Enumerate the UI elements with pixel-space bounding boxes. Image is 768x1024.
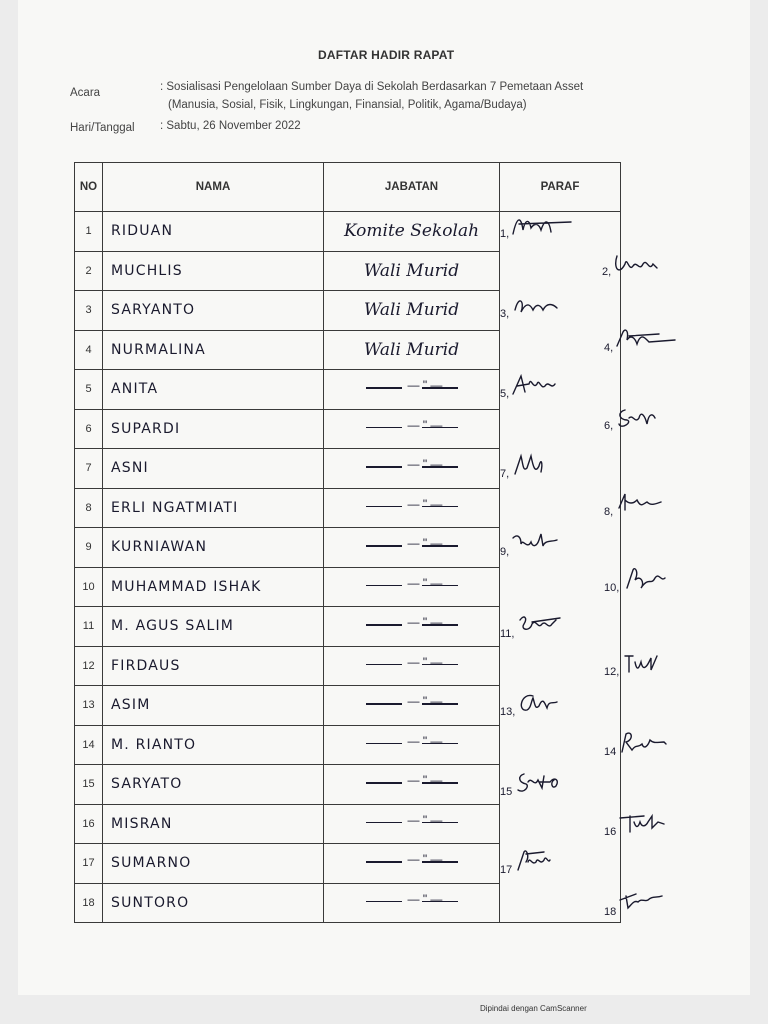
row-nama: M. AGUS SALIM (111, 618, 235, 635)
row-paraf-cell (500, 725, 621, 765)
signature (604, 404, 677, 432)
row-nama-cell (103, 804, 324, 844)
row-number: 9 (75, 528, 103, 568)
signature (604, 650, 683, 678)
signature-number: 11, (500, 628, 515, 640)
row-number: 18 (75, 883, 103, 923)
signature (604, 326, 677, 354)
row-nama: ASIM (111, 697, 151, 714)
header-jabatan: JABATAN (324, 163, 500, 212)
signature-number: 6, (604, 420, 614, 432)
row-jabatan-cell (324, 330, 500, 370)
hari-label: Hari/Tanggal (70, 122, 135, 134)
row-jabatan: — " — (407, 615, 443, 630)
hari-value: : Sabtu, 26 November 2022 (160, 120, 301, 132)
row-jabatan-cell (324, 370, 500, 410)
row-jabatan-ditto (362, 496, 462, 512)
row-jabatan: — " — (407, 457, 443, 472)
row-jabatan: Wali Murid (363, 260, 460, 281)
row-paraf-cell (500, 409, 621, 449)
row-nama-cell (103, 607, 324, 647)
signature-scribble (511, 292, 573, 320)
row-jabatan-cell (324, 765, 500, 805)
signature (500, 212, 573, 240)
signature-number: 4, (604, 342, 614, 354)
row-jabatan: Komite Sekolah (343, 221, 480, 242)
row-number: 14 (75, 725, 103, 765)
row-jabatan-ditto (362, 654, 462, 670)
row-nama-cell (103, 765, 324, 805)
table-row (75, 488, 621, 528)
row-jabatan-ditto (362, 694, 462, 709)
row-number: 5 (75, 370, 103, 410)
row-jabatan-cell (324, 646, 500, 686)
row-number: 2 (75, 251, 103, 291)
row-nama: ANITA (111, 381, 159, 398)
row-jabatan-cell (324, 883, 500, 923)
table-header-row (75, 163, 621, 212)
row-jabatan: — " — (407, 378, 443, 393)
row-jabatan-ditto (362, 378, 462, 393)
row-nama: SUPARDI (111, 420, 181, 437)
row-nama-cell (103, 251, 324, 291)
row-nama: MUHAMMAD ISHAK (111, 578, 262, 595)
row-paraf-cell (500, 567, 621, 607)
row-jabatan-ditto (362, 852, 462, 867)
table-row (75, 725, 621, 765)
signature-scribble (621, 650, 683, 678)
row-paraf-cell (500, 488, 621, 528)
signature-scribble (618, 730, 680, 758)
row-jabatan-cell (324, 449, 500, 489)
signature-scribble (511, 530, 573, 558)
row-jabatan-ditto (362, 812, 462, 828)
row-nama-cell (103, 567, 324, 607)
row-number: 13 (75, 686, 103, 726)
row-nama: M. RIANTO (111, 736, 197, 753)
signature-scribble (615, 326, 677, 354)
signature (604, 810, 680, 838)
row-nama-cell (103, 212, 324, 252)
signature-number: 10, (604, 582, 620, 594)
row-number: 17 (75, 844, 103, 884)
row-nama: ASNI (111, 460, 149, 477)
signature (500, 372, 573, 400)
signature-scribble (511, 372, 573, 400)
table-row (75, 409, 621, 449)
row-nama-cell (103, 291, 324, 331)
signature-scribble (621, 566, 683, 594)
row-jabatan: — " — (407, 773, 443, 788)
signature-number: 12, (604, 666, 620, 678)
signature (500, 292, 573, 320)
row-nama: ERLI NGATMIATI (111, 499, 239, 516)
signature-number: 16 (604, 826, 617, 838)
signature-number: 17 (500, 864, 513, 876)
table-row (75, 883, 621, 923)
row-nama-cell (103, 883, 324, 923)
row-jabatan: Wali Murid (363, 300, 460, 321)
signature-scribble (511, 452, 573, 480)
row-jabatan-ditto (362, 891, 462, 907)
row-jabatan-ditto (362, 457, 462, 472)
row-jabatan: — " — (407, 812, 443, 827)
row-jabatan-cell (324, 212, 500, 252)
row-number: 10 (75, 567, 103, 607)
signature-number: 8, (604, 506, 614, 518)
row-jabatan: — " — (407, 733, 443, 748)
row-nama: KURNIAWAN (111, 539, 208, 556)
signature-number: 15 (500, 786, 513, 798)
row-nama-cell (103, 528, 324, 568)
signature-number: 5, (500, 388, 510, 400)
signature-scribble (514, 848, 576, 876)
row-nama-cell (103, 646, 324, 686)
row-jabatan: — " — (407, 536, 443, 551)
row-jabatan: Wali Murid (363, 339, 460, 360)
table-row (75, 251, 621, 291)
signature (500, 530, 573, 558)
row-nama: MISRAN (111, 815, 173, 832)
row-paraf-cell (500, 883, 621, 923)
signature (604, 890, 680, 918)
row-jabatan: — " — (407, 417, 443, 432)
row-number: 4 (75, 330, 103, 370)
signature-number: 14 (604, 746, 617, 758)
acara-value-line-2: (Manusia, Sosial, Fisik, Lingkungan, Finansial, Politik, Agama/Budaya) (168, 99, 527, 111)
row-nama-cell (103, 844, 324, 884)
signature (500, 452, 573, 480)
scanner-footer: Dipindai dengan CamScanner (480, 1004, 587, 1013)
row-paraf-cell (500, 646, 621, 686)
signature-number: 2, (602, 266, 612, 278)
row-nama: SUNTORO (111, 894, 190, 911)
signature (500, 848, 576, 876)
row-number: 1 (75, 212, 103, 252)
row-nama: SARYATO (111, 776, 183, 793)
row-jabatan-ditto (362, 417, 462, 433)
acara-label: Acara (70, 87, 101, 99)
signature-number: 9, (500, 546, 510, 558)
row-paraf-cell (500, 330, 621, 370)
signature (604, 490, 677, 518)
row-jabatan-ditto (362, 536, 462, 551)
signature-number: 13, (500, 706, 516, 718)
acara-value-line-1: : Sosialisasi Pengelolaan Sumber Daya di Sekolah Berdasarkan 7 Pemetaan Asset (160, 81, 584, 93)
row-nama: NURMALINA (111, 341, 206, 358)
row-number: 6 (75, 409, 103, 449)
row-number: 16 (75, 804, 103, 844)
signature-number: 3, (500, 308, 510, 320)
row-jabatan: — " — (407, 496, 443, 511)
signature-scribble (514, 770, 576, 798)
row-jabatan: — " — (407, 852, 443, 867)
row-nama-cell (103, 449, 324, 489)
row-jabatan-cell (324, 844, 500, 884)
row-jabatan-cell (324, 567, 500, 607)
row-nama-cell (103, 330, 324, 370)
signature-number: 18 (604, 906, 617, 918)
row-nama: RIDUAN (111, 223, 174, 240)
header-nama: NAMA (103, 163, 324, 212)
header-paraf: PARAF (500, 163, 621, 212)
row-jabatan-ditto (362, 615, 462, 630)
row-jabatan-cell (324, 251, 500, 291)
row-nama: FIRDAUS (111, 657, 181, 674)
header-no: NO (75, 163, 103, 212)
table-row (75, 646, 621, 686)
signature-number: 7, (500, 468, 510, 480)
row-number: 15 (75, 765, 103, 805)
row-number: 3 (75, 291, 103, 331)
row-nama-cell (103, 409, 324, 449)
signature-scribble (511, 212, 573, 240)
signature-scribble (618, 890, 680, 918)
row-number: 8 (75, 488, 103, 528)
signature (604, 730, 680, 758)
signature-scribble (516, 612, 578, 640)
row-jabatan-cell (324, 409, 500, 449)
signature-scribble (615, 490, 677, 518)
row-nama: SUMARNO (111, 855, 192, 872)
row-number: 7 (75, 449, 103, 489)
signature-number: 1, (500, 228, 510, 240)
table-row (75, 567, 621, 607)
row-number: 11 (75, 607, 103, 647)
row-jabatan-ditto (362, 575, 462, 591)
row-jabatan-cell (324, 488, 500, 528)
signature (500, 770, 576, 798)
row-jabatan: — " — (407, 694, 443, 709)
row-nama-cell (103, 488, 324, 528)
signature-scribble (615, 404, 677, 432)
row-jabatan-cell (324, 725, 500, 765)
signature-scribble (618, 810, 680, 838)
row-paraf-cell (500, 804, 621, 844)
row-nama-cell (103, 725, 324, 765)
row-jabatan: — " — (407, 891, 443, 906)
row-nama: SARYANTO (111, 302, 196, 319)
row-jabatan-ditto (362, 733, 462, 749)
signature-scribble (613, 250, 675, 278)
row-jabatan-cell (324, 528, 500, 568)
row-jabatan: — " — (407, 654, 443, 669)
row-jabatan-cell (324, 607, 500, 647)
signature (604, 566, 683, 594)
row-jabatan-cell (324, 686, 500, 726)
row-nama-cell (103, 370, 324, 410)
signature (500, 612, 578, 640)
signature-scribble (517, 690, 579, 718)
row-nama: MUCHLIS (111, 262, 183, 279)
row-jabatan: — " — (407, 575, 443, 590)
row-nama-cell (103, 686, 324, 726)
table-row (75, 804, 621, 844)
signature (602, 250, 675, 278)
row-jabatan-ditto (362, 773, 462, 788)
row-jabatan-cell (324, 291, 500, 331)
row-jabatan-cell (324, 804, 500, 844)
table-row (75, 330, 621, 370)
row-number: 12 (75, 646, 103, 686)
signature (500, 690, 579, 718)
document-title: DAFTAR HADIR RAPAT (318, 48, 455, 62)
